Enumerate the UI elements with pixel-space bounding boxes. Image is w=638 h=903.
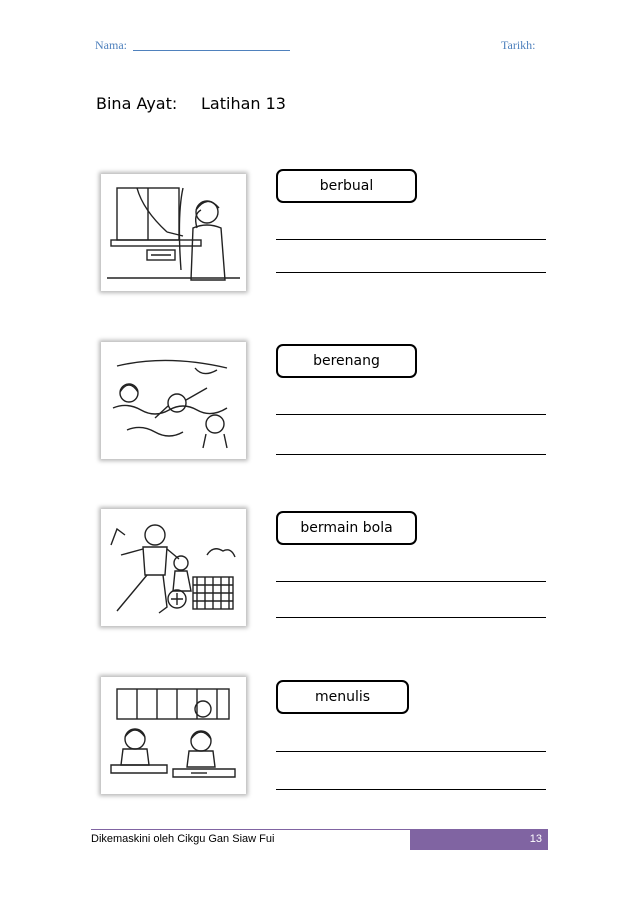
page-title: Bina Ayat: xyxy=(96,94,178,113)
pupils-writing-in-class-icon xyxy=(107,683,240,788)
answer-line-3a[interactable] xyxy=(276,581,546,582)
picture-talking-on-phone xyxy=(101,174,246,291)
exercise-title: Latihan 13 xyxy=(201,94,286,113)
answer-line-2a[interactable] xyxy=(276,414,546,415)
page-number: 13 xyxy=(410,829,548,850)
word-box-bermain-bola: bermain bola xyxy=(276,511,417,545)
boys-playing-football-icon xyxy=(107,515,240,620)
children-swimming-icon xyxy=(107,348,240,453)
picture-playing-football xyxy=(101,509,246,626)
footer-credit: Dikemaskini oleh Cikgu Gan Siaw Fui xyxy=(91,833,275,845)
answer-line-1a[interactable] xyxy=(276,239,546,240)
answer-line-1b[interactable] xyxy=(276,272,546,273)
word-box-berbual: berbual xyxy=(276,169,417,203)
answer-line-4a[interactable] xyxy=(276,751,546,752)
word-box-berenang: berenang xyxy=(276,344,417,378)
girl-talking-on-phone-icon xyxy=(107,180,240,285)
picture-writing xyxy=(101,677,246,794)
answer-line-2b[interactable] xyxy=(276,454,546,455)
answer-line-4b[interactable] xyxy=(276,789,546,790)
picture-swimming xyxy=(101,342,246,459)
date-label: Tarikh: xyxy=(501,38,536,52)
name-label: Nama: xyxy=(95,38,127,52)
word-box-menulis: menulis xyxy=(276,680,409,714)
answer-line-3b[interactable] xyxy=(276,617,546,618)
name-blank-line[interactable] xyxy=(133,50,290,51)
